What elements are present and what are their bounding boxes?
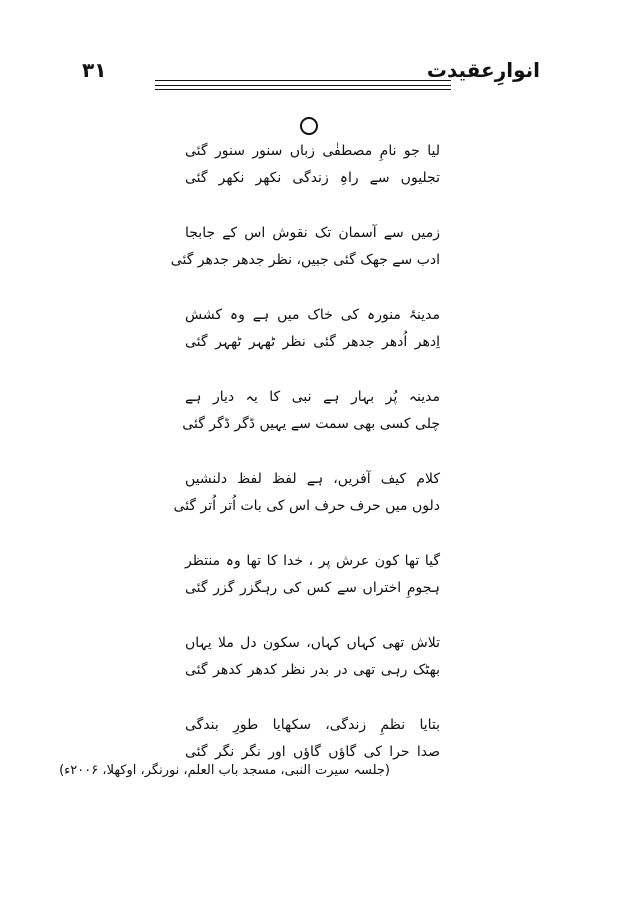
circle-ornament-icon [300,117,318,135]
verse-line: ادب سے جھک گئی جبیں، نظر جدھر جدھر گئی [170,252,440,268]
stanza [185,630,440,702]
verse-line: لیا جو نامِ مصطفٰی زباں سنور سنور گئی [185,143,440,159]
poem [170,138,440,794]
header-rule-middle [155,85,451,86]
verse-line: تجلیوں سے راہِ زندگی نکھر نکھر گئی [185,170,440,186]
verse-line: مدینہ پُر بہار ہے نبی کا یہ دیار ہے [185,389,440,405]
stanza [173,466,440,538]
stanza [185,138,440,210]
stanza [185,548,440,620]
verse-line: بتایا نظمِ زندگی، سکھایا طورِ بندگی [185,717,440,733]
page-number: ۳۱ [82,58,107,82]
verse-line: اِدھر اُدھر جدھر گئی نظر ٹھہر ٹھہر گئی [185,334,440,350]
page-header-title: انوارِعقیدت [426,58,540,82]
verse-line: دلوں میں حرف حرف اس کی بات اُتر اُتر گئی [173,498,440,514]
verse-line: تلاش تھی کہاں کہاں، سکون دل ملا یہاں [185,635,440,651]
event-footnote: (جلسہ سیرت النبی، مسجد باب العلم، نورنگر، اوکھلا، ۲۰۰۶ء) [59,763,390,778]
stanza [182,384,440,456]
verse-line: گیا تھا کون عرش پر ، خدا کا تھا وہ منتظر [185,553,440,569]
header-rule-bottom [155,89,451,90]
verse-line: بھٹک رہی تھی در بدر نظر کدھر کدھر گئی [185,662,440,678]
stanza [170,220,440,292]
verse-line: مدینۂ منورہ کی خاک میں ہے وہ کشش [185,307,440,323]
header-rule-top [155,80,451,81]
verse-line: زمیں سے آسمان تک نقوش اس کے جابجا [185,225,440,241]
verse-line: ہجومِ اختراں سے کس کی رہگزر گزر گئی [185,580,440,596]
verse-line: کلام کیف آفریں، ہے لفظ لفظ دلنشیں [185,471,440,487]
verse-line: چلی کسی بھی سمت سے یہیں ڈگر ڈگر گئی [182,416,440,432]
verse-line: صدا حرا کی گاؤں گاؤں اور نگر نگر گئی [185,744,440,760]
stanza [185,302,440,374]
